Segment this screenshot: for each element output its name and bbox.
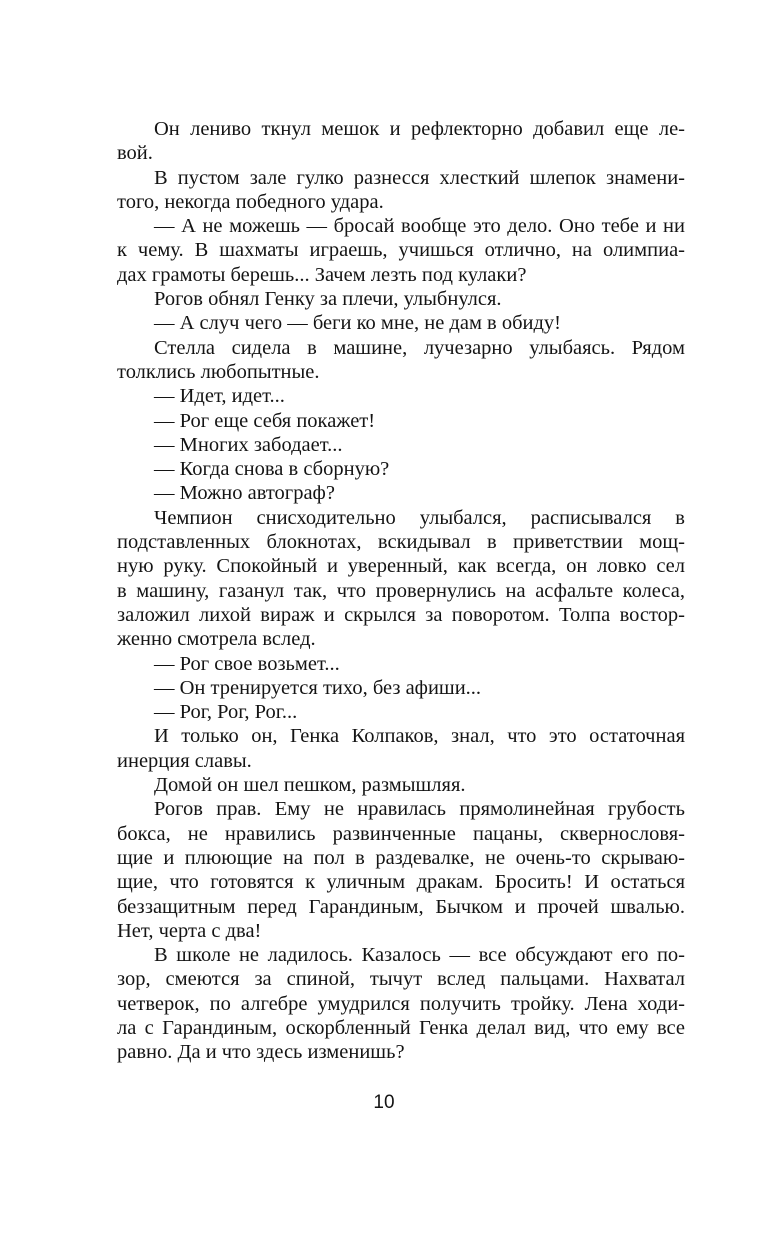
text-line: Он лениво ткнул мешок и рефлекторно добавил еще ле- [154,118,685,140]
text-line: — Рог, Рог, Рог... [154,701,298,724]
text-line: щие, что готовятся к уличным дракам. Бросить! И остаться [117,871,685,894]
text-line: — Многих забодает... [154,433,343,456]
text-line: Нет, черта с два! [117,919,262,942]
text-line: — Рог свое возьмет... [154,652,340,675]
text-line: вой. [117,142,153,165]
text-line: женно смотрела вслед. [117,628,316,651]
text-line: в машину, газанул так, что провернулись на асфальте колеса, [117,579,685,602]
text-line: равно. Да и что здесь изменишь? [117,1041,405,1064]
text-line: Чемпион снисходительно улыбался, расписывался в [154,506,685,529]
text-line: — Он тренируется тихо, без афиши... [154,676,482,699]
text-line: четверок, по алгебре умудрился получить тройку. Лена ходи- [117,992,685,1015]
text-line: В пустом зале гулко разнесся хлесткий шлепок знамени- [154,166,685,189]
text-line: толклись любопытные. [117,360,320,383]
text-line: подставленных блокнотах, вскидывал в приветствии мощ- [117,531,685,554]
text-line: И только он, Генка Колпаков, знал, что это остаточная [154,725,685,748]
text-line: — А не можешь — бросай вообще это дело. Оно тебе и ни [154,215,685,238]
text-line: ла с Гарандиным, оскорбленный Генка делал вид, что ему все [117,1016,685,1039]
text-line: беззащитным перед Гарандиным, Бычком и прочей швалью. [117,895,685,918]
text-line: — Рог еще себя покажет! [154,409,376,432]
text-line: — Когда снова в сборную? [154,458,390,481]
text-line: бокса, не нравились развинченные пацаны, сквернословя- [117,822,685,845]
text-line: — Идет, идет... [154,385,285,408]
text-line: щие и плюющие на пол в раздевалке, не очень-то скрываю- [117,846,685,869]
body-text [117,117,685,1065]
text-line: Стелла сидела в машине, лучезарно улыбаясь. Рядом [154,336,685,359]
text-line: того, некогда победного удара. [117,190,384,213]
text-line: дах грамоты берешь... Зачем лезть под кулаки? [117,263,527,286]
text-line: инерция славы. [117,749,252,772]
text-line: Рогов прав. Ему не нравилась прямолинейная грубость [154,798,685,821]
page-number: 10 [373,1092,395,1113]
text-line: зор, смеются за спиной, тычут вслед пальцами. Нахватал [117,968,685,991]
text-line: — А случ чего — беги ко мне, не дам в обиду! [154,312,562,335]
text-line: В школе не ладилось. Казалось — все обсуждают его по- [154,944,685,967]
text-line: Домой он шел пешком, размышляя. [154,774,466,797]
text-line: к чему. В шахматы играешь, учишься отлично, на олимпиа- [117,239,685,262]
text-line: заложил лихой вираж и скрылся за поворотом. Толпа востор- [117,603,685,626]
text-line: ную руку. Спокойный и уверенный, как всегда, он ловко сел [117,555,685,578]
text-line: — Можно автограф? [154,482,335,505]
text-line: Рогов обнял Генку за плечи, улыбнулся. [154,288,502,311]
